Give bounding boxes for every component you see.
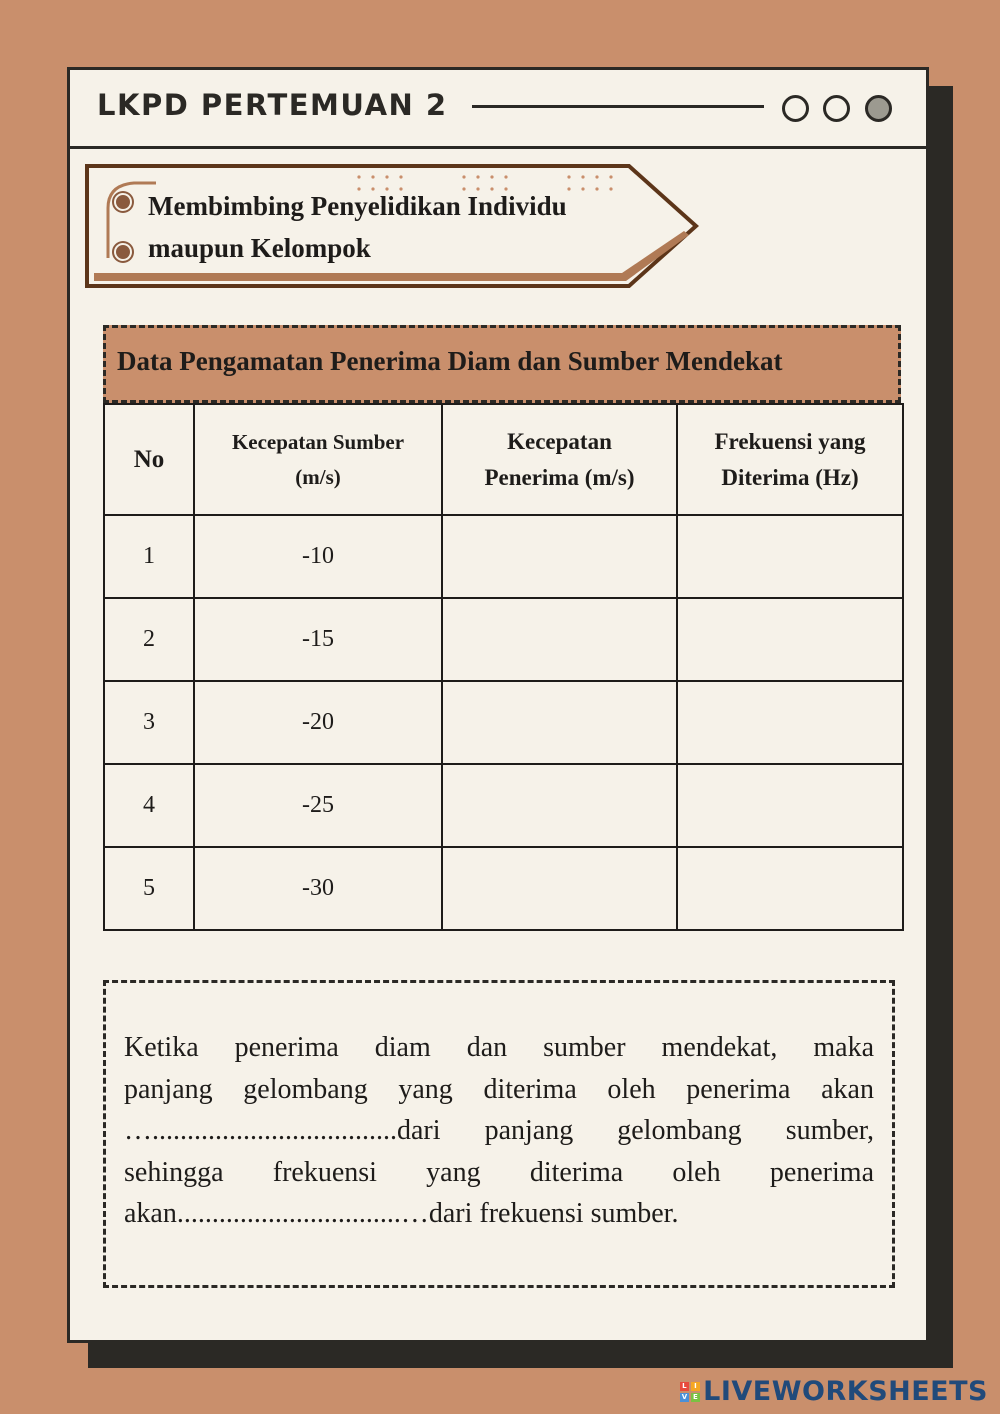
header-receiver-line-1: Kecepatan: [507, 428, 612, 454]
table-row: [104, 681, 903, 764]
window-circle-filled-icon: [865, 95, 892, 122]
watermark-text: LIVEWORKSHEETS: [703, 1376, 988, 1407]
cell-source-speed: -15: [194, 598, 442, 681]
question-line: panjang gelombang yang diterima oleh penerima akan: [124, 1073, 874, 1105]
table-row: [104, 847, 903, 930]
header-source-speed: [194, 404, 442, 515]
header-source-line-1: Kecepatan Sumber: [231, 429, 405, 454]
header-receiver-speed: [442, 404, 677, 515]
cell-receiver-speed-input[interactable]: [442, 515, 677, 598]
question-line-blank-2[interactable]: akan................................…dari frekuensi sumber.: [124, 1198, 679, 1229]
bullet-icon: [114, 193, 132, 211]
cell-receiver-speed-input[interactable]: [442, 681, 677, 764]
section-banner: [84, 163, 704, 294]
cell-frequency-input[interactable]: [677, 598, 903, 681]
question-line: Ketika penerima diam dan sumber mendekat, maka: [124, 1032, 874, 1063]
header-source-line-2: (m/s): [295, 464, 341, 489]
cell-receiver-speed-input[interactable]: [442, 598, 677, 681]
cell-no: 2: [104, 598, 194, 681]
worksheet-card: [67, 67, 929, 1343]
cell-frequency-input[interactable]: [677, 681, 903, 764]
window-circle-icon: [823, 95, 850, 122]
cell-receiver-speed-input[interactable]: [442, 764, 677, 847]
banner-line-1: Membimbing Penyelidikan Individu: [148, 191, 567, 221]
bullet-icon: [114, 243, 132, 261]
header-no: No: [104, 404, 194, 515]
cell-no: 3: [104, 681, 194, 764]
header-freq-line-1: Frekuensi yang: [714, 428, 866, 454]
cell-receiver-speed-input[interactable]: [442, 847, 677, 930]
question-line-blank-1[interactable]: …...................................dari panjang gelombang sumber,: [124, 1115, 874, 1146]
page-title: LKPD PERTEMUAN 2: [97, 88, 448, 122]
header-receiver-line-2: Penerima (m/s): [484, 464, 635, 490]
cell-frequency-input[interactable]: [677, 515, 903, 598]
question-line: sehingga frekuensi yang diterima oleh penerima: [124, 1156, 874, 1188]
title-divider: [472, 105, 764, 108]
observation-table: [103, 403, 904, 931]
window-circle-icon: [782, 95, 809, 122]
cell-source-speed: -30: [194, 847, 442, 930]
table-title: Data Pengamatan Penerima Diam dan Sumber Mendekat: [103, 325, 901, 403]
cell-frequency-input[interactable]: [677, 764, 903, 847]
cell-source-speed: -25: [194, 764, 442, 847]
liveworksheets-logo-icon: L I V E: [681, 1381, 699, 1401]
cell-source-speed: -10: [194, 515, 442, 598]
table-row: [104, 764, 903, 847]
header-freq-line-2: Diterima (Hz): [721, 464, 859, 490]
banner-text: [148, 185, 668, 269]
cell-no: 5: [104, 847, 194, 930]
cell-no: 1: [104, 515, 194, 598]
table-header-row: [104, 404, 903, 515]
cell-source-speed: -20: [194, 681, 442, 764]
cell-no: 4: [104, 764, 194, 847]
cell-frequency-input[interactable]: [677, 847, 903, 930]
table-row: [104, 515, 903, 598]
table-row: [104, 598, 903, 681]
title-bar: [70, 70, 926, 149]
question-box: [103, 980, 895, 1288]
header-frequency: [677, 404, 903, 515]
banner-line-2: maupun Kelompok: [148, 233, 371, 263]
liveworksheets-watermark: [680, 1376, 988, 1407]
